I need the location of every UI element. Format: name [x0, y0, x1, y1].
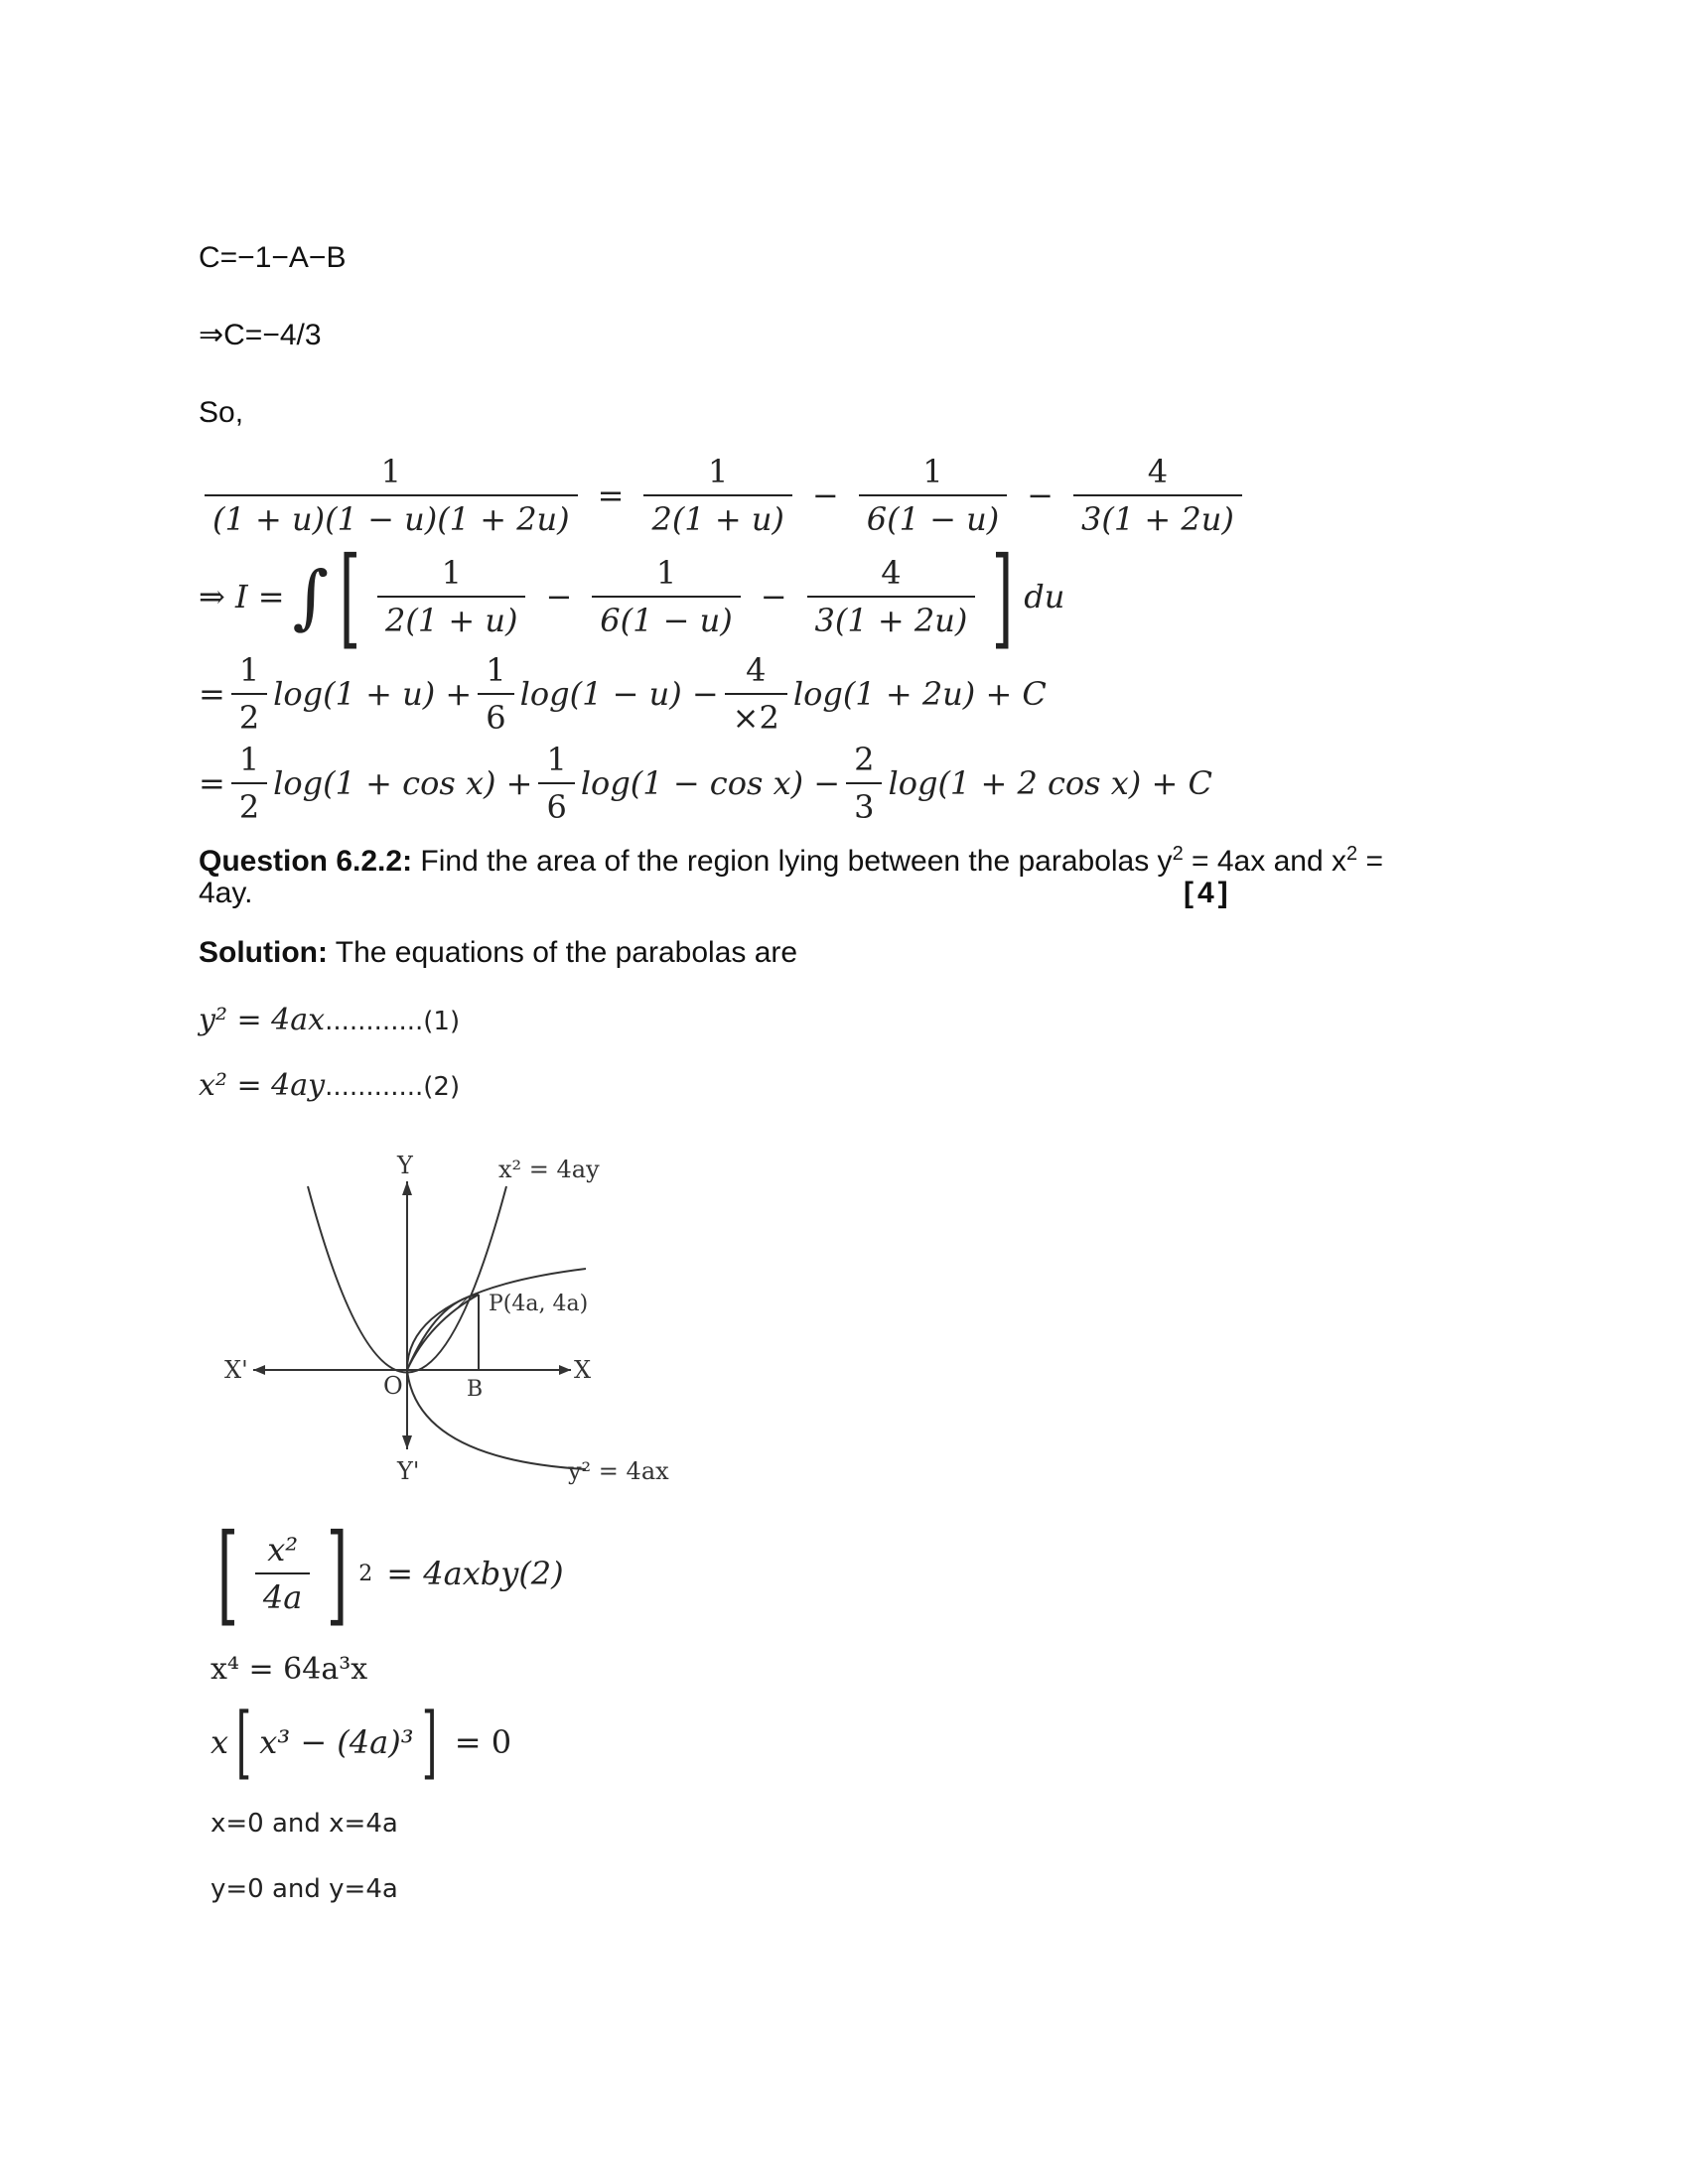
question-text-a: Find the area of the region lying between the parabolas y — [412, 845, 1173, 878]
step-2-equation: x⁴ = 64a³x — [211, 1652, 368, 1687]
label-y: Y — [397, 1152, 413, 1179]
log-coef-3 — [725, 651, 787, 737]
pf-t1-den: 2(1 + u) — [643, 494, 791, 538]
minus-sign: − — [545, 578, 573, 615]
pf-lhs-num: 1 — [380, 453, 401, 490]
y-axis-arrow-icon — [402, 1181, 412, 1195]
cos1-arg: log(1 + cos x) + — [273, 764, 533, 802]
cos-result-equation — [199, 741, 1212, 826]
cos2-den: 6 — [538, 782, 574, 826]
parabola-eq-1 — [199, 1003, 460, 1037]
label-o: O — [383, 1372, 403, 1400]
label-curve-bottom: y² = 4ax — [568, 1457, 669, 1485]
solution-text: The equations of the parabolas are — [327, 936, 798, 969]
pf-term-3 — [1073, 453, 1242, 538]
equals-sign: = — [199, 764, 225, 802]
step1-rhs: = 4axby(2) — [386, 1555, 564, 1592]
integral-prefix: ⇒ I = — [199, 578, 285, 615]
x-neg-axis-arrow-icon — [253, 1365, 265, 1375]
minus-sign: − — [811, 477, 839, 514]
pf-term-2 — [859, 453, 1007, 538]
cos2-num: 1 — [546, 741, 567, 778]
pf-t2-den: 6(1 − u) — [859, 494, 1007, 538]
int-t3-den: 3(1 + 2u) — [807, 596, 976, 639]
cos3-arg: log(1 + 2 cos x) + C — [888, 764, 1212, 802]
step-4-text: x=0 and x=4a — [211, 1809, 398, 1839]
pf-t3-den: 3(1 + 2u) — [1073, 494, 1242, 538]
minus-sign: − — [1027, 477, 1054, 514]
pf-t1-num: 1 — [708, 453, 729, 490]
step1-den: 4a — [255, 1572, 310, 1616]
log2-arg: log(1 − u) − — [519, 675, 719, 713]
equals-sign: = — [199, 675, 225, 713]
log2-den: 6 — [478, 693, 513, 737]
question-text-c: = — [1357, 845, 1383, 878]
log2-num: 1 — [486, 651, 506, 689]
step1-right-bracket: ] — [327, 1510, 349, 1637]
question-marks: [4] — [1184, 877, 1232, 909]
log3-num: 4 — [746, 651, 767, 689]
step3-x: x — [211, 1723, 229, 1761]
question-line-1 — [199, 836, 1383, 880]
int-term-2 — [592, 554, 740, 639]
question-text-b: = 4ax and x — [1183, 845, 1346, 878]
text-c-result: ⇒C=−4/3 — [199, 319, 322, 351]
y-neg-axis-arrow-icon — [402, 1435, 412, 1449]
step-1-equation — [207, 1510, 564, 1637]
log-coef-2 — [478, 651, 513, 737]
int-t1-num: 1 — [441, 554, 462, 592]
label-y-neg: Y' — [397, 1457, 420, 1485]
label-curve-top: x² = 4ay — [498, 1156, 600, 1183]
log1-den: 2 — [231, 693, 267, 737]
int-t2-num: 1 — [655, 554, 677, 592]
solution-line — [199, 935, 797, 971]
label-x-neg: X' — [224, 1356, 248, 1384]
cos1-num: 1 — [238, 741, 260, 778]
integral-equation — [199, 533, 1065, 660]
eq2-tag: ............(2) — [325, 1072, 461, 1102]
equals-sign: = — [597, 477, 625, 514]
int-t2-den: 6(1 − u) — [592, 596, 740, 639]
log-coef-1 — [231, 651, 267, 737]
cos2-arg: log(1 − cos x) − — [580, 764, 841, 802]
step1-fraction — [255, 1531, 310, 1616]
label-b: B — [467, 1377, 484, 1402]
parabola-eq-2 — [199, 1068, 460, 1103]
int-term-3 — [807, 554, 976, 639]
question-sup-2: 2 — [1345, 843, 1358, 865]
cos-coef-3 — [846, 741, 882, 826]
pf-term-1 — [643, 453, 791, 538]
question-line-2: 4ay. — [199, 877, 253, 909]
eq2-text: x² = 4ay — [199, 1068, 326, 1103]
cos3-num: 2 — [854, 741, 875, 778]
label-p: P(4a, 4a) — [489, 1292, 589, 1316]
step1-num: x² — [267, 1531, 299, 1569]
pf-lhs — [205, 453, 578, 538]
log1-num: 1 — [238, 651, 260, 689]
question-label: Question 6.2.2: — [199, 845, 413, 878]
minus-sign: − — [760, 578, 787, 615]
cos-coef-2 — [538, 741, 574, 826]
step3-rhs: = 0 — [454, 1723, 512, 1761]
step1-left-bracket: [ — [216, 1510, 239, 1637]
eq1-tag: ............(1) — [325, 1007, 461, 1036]
eq1-text: y² = 4ax — [199, 1003, 326, 1037]
step-3-equation — [211, 1696, 512, 1788]
log1-arg: log(1 + u) + — [273, 675, 473, 713]
text-c-equation: C=−1−A−B — [199, 241, 347, 274]
log3-den: ×2 — [725, 693, 787, 737]
cos1-den: 2 — [231, 782, 267, 826]
cos-coef-1 — [231, 741, 267, 826]
question-sup-1: 2 — [1172, 843, 1184, 865]
pf-t2-num: 1 — [922, 453, 943, 490]
int-t3-num: 4 — [881, 554, 902, 592]
integral-du: du — [1024, 578, 1065, 615]
log-result-equation — [199, 651, 1047, 737]
shaded-region — [407, 1295, 479, 1370]
pf-t3-num: 4 — [1147, 453, 1169, 490]
pf-lhs-den: (1 + u)(1 − u)(1 + 2u) — [205, 494, 578, 538]
step3-right-bracket: ] — [421, 1696, 437, 1788]
label-x: X — [574, 1356, 592, 1384]
log3-arg: log(1 + 2u) + C — [792, 675, 1047, 713]
integral-sign-icon: ∫ — [292, 556, 330, 637]
int-t1-den: 2(1 + u) — [377, 596, 525, 639]
left-bracket: [ — [339, 533, 361, 660]
cos3-den: 3 — [846, 782, 882, 826]
x-axis-arrow-icon — [559, 1365, 571, 1375]
right-bracket: ] — [992, 533, 1014, 660]
solution-label: Solution: — [199, 936, 328, 969]
partial-fraction-equation — [199, 453, 1248, 538]
parabola-figure — [218, 1142, 705, 1499]
int-term-1 — [377, 554, 525, 639]
step-5-text: y=0 and y=4a — [211, 1874, 398, 1904]
text-so: So, — [199, 396, 244, 429]
step1-sup: 2 — [358, 1561, 373, 1586]
step3-left-bracket: [ — [235, 1696, 252, 1788]
step3-inner: x³ − (4a)³ — [259, 1723, 414, 1761]
